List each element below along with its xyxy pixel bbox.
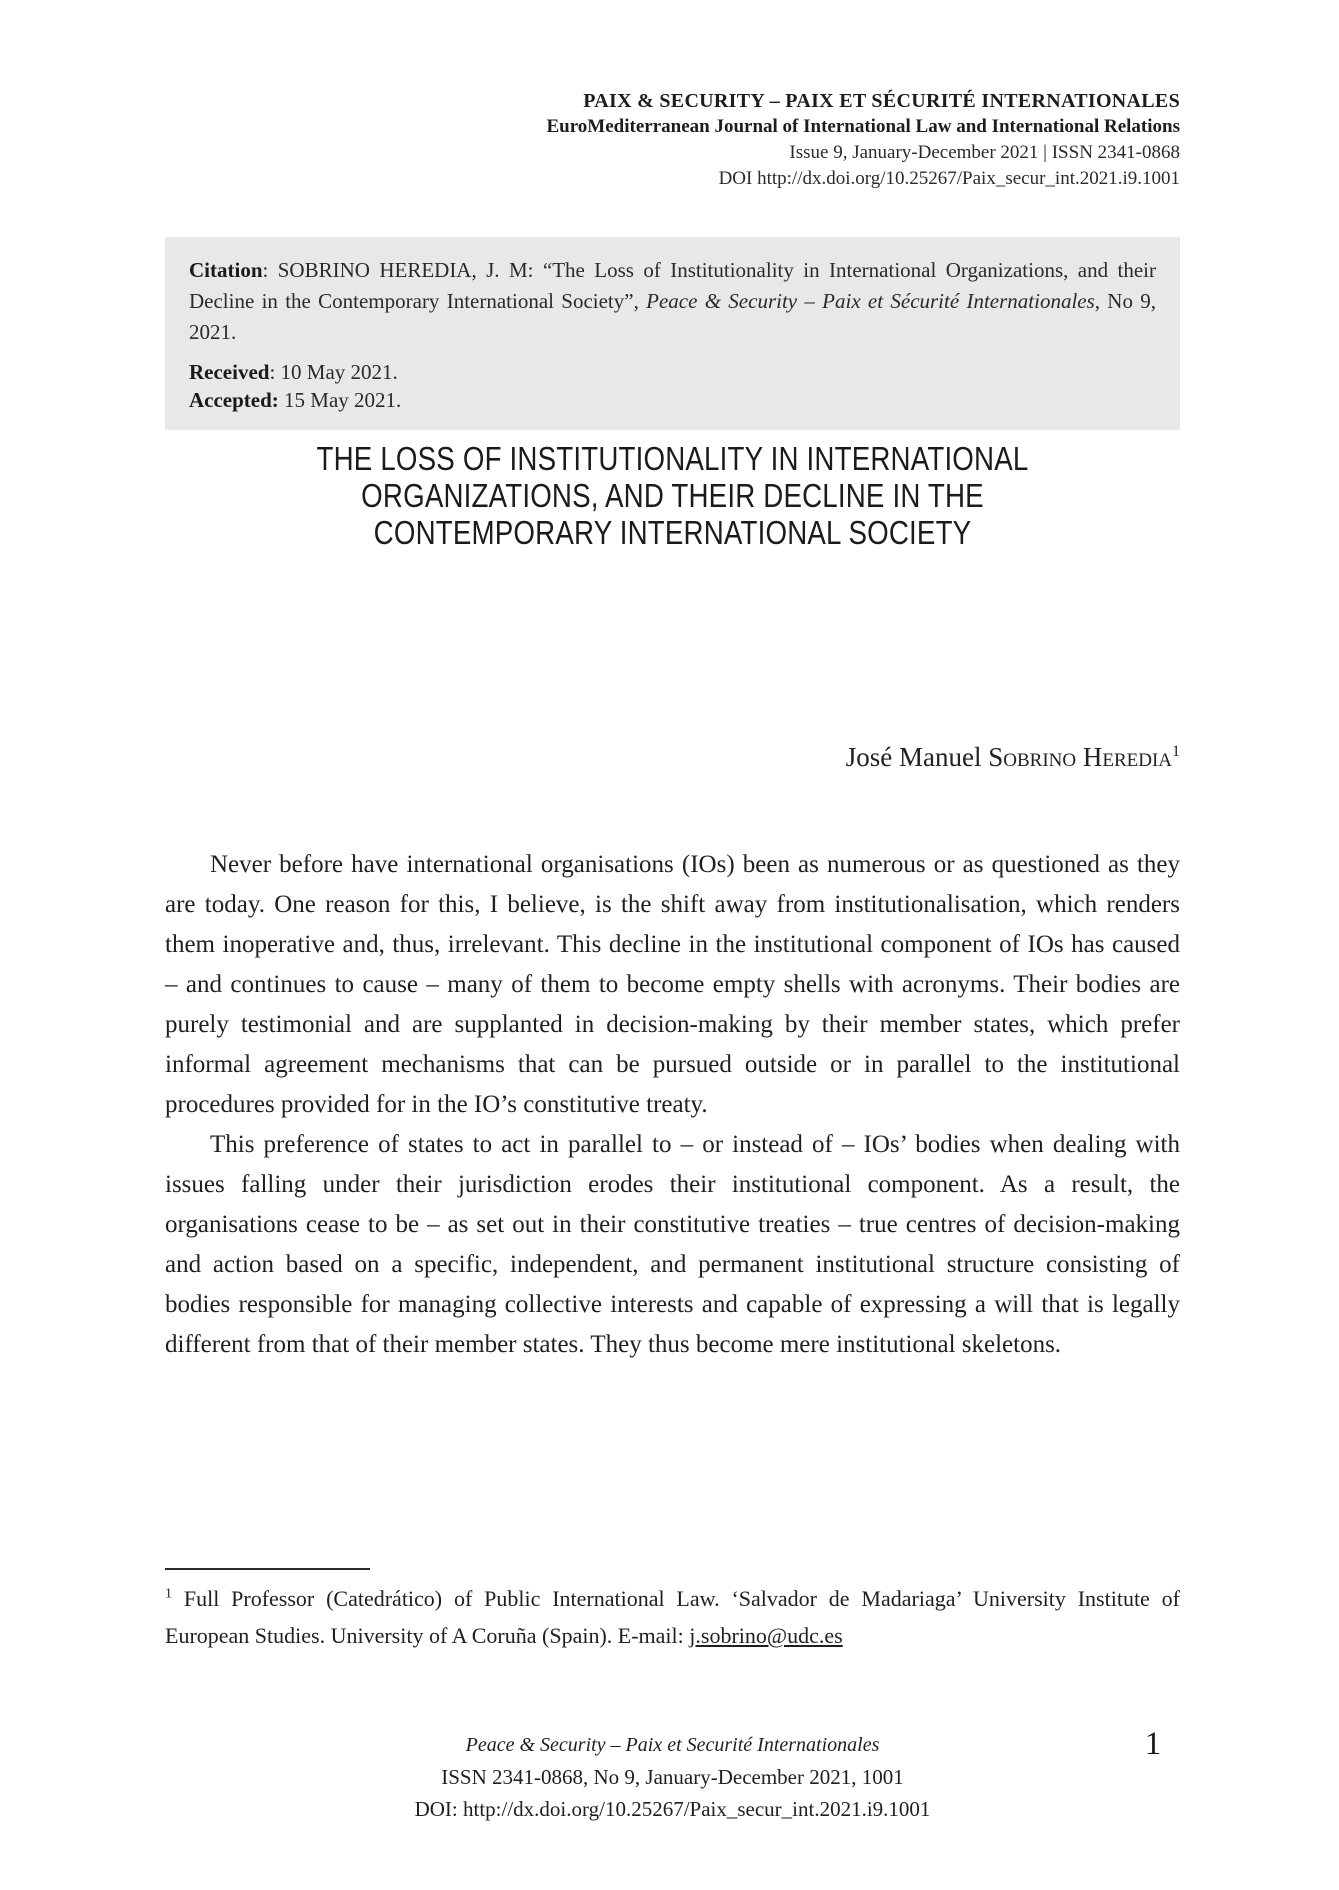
body-paragraph-1: Never before have international organisations (IOs) been as numerous or as questioned as they are today. One reason for this, I believe, is the shift away from institutionalisation, which renders them inoperative and, thus, irrelevant. This decline in the institutional component of IOs has caused – and continues to cause – many of them to become empty shells with acronyms. Their bodies are purely testimonial and are supplanted in decision-making by their member states, which prefer informal agreement mechanisms that can be pursued outside or in parallel to the institutional procedures provided for in the IO’s constitutive treaty. [165, 851, 1180, 1118]
journal-masthead [165, 88, 1180, 192]
footnote-section [165, 1568, 1180, 1654]
accepted-value: 15 May 2021. [278, 388, 402, 412]
doi-line: DOI http://dx.doi.org/10.25267/Paix_secur_int.2021.i9.1001 [718, 168, 1180, 189]
footnote-marker: 1 [165, 1586, 172, 1602]
issue-issn-line: Issue 9, January-December 2021 | ISSN 2341-0868 [789, 142, 1180, 163]
author-family-name: Sobrino Heredia [988, 742, 1172, 772]
page-footer [165, 1730, 1180, 1825]
article-title-line-3: CONTEMPORARY INTERNATIONAL SOCIETY [373, 514, 972, 551]
citation-label: Citation [189, 258, 263, 282]
received-value: : 10 May 2021. [269, 360, 398, 384]
footer-journal-name: Peace & Security – Paix et Securité Internationales [465, 1734, 880, 1756]
author-line [165, 742, 1180, 773]
article-title-line-1: THE LOSS OF INSTITUTIONALITY IN INTERNATIONAL [316, 440, 1029, 477]
footnote-separator [165, 1568, 370, 1570]
footer-issn-line: ISSN 2341-0868, No 9, January-December 2021, 1001 [441, 1765, 904, 1789]
received-line [189, 358, 1156, 386]
citation-box [165, 237, 1180, 430]
journal-subtitle: EuroMediterranean Journal of International Law and International Relations [546, 116, 1180, 137]
accepted-label: Accepted: [189, 388, 279, 412]
citation-line [189, 255, 1156, 348]
author-email-link[interactable]: j.sobrino@udc.es [689, 1623, 843, 1648]
received-label: Received [189, 360, 270, 384]
page-number: 1 [1144, 1726, 1162, 1762]
article-body [165, 845, 1180, 1365]
citation-journal-name: Peace & Security – Paix et Sécurité Internationales [646, 289, 1095, 313]
footnote-body: Full Professor (Catedrático) of Public International Law. ‘Salvador de Madariaga’ University Institute of European Studies. University of A Coruña (Spain). E-mail: [165, 1586, 1180, 1648]
footer-doi-line: DOI: http://dx.doi.org/10.25267/Paix_secur_int.2021.i9.1001 [414, 1797, 931, 1821]
article-title [165, 440, 1180, 551]
accepted-line [189, 386, 1156, 414]
body-paragraph-2: This preference of states to act in parallel to – or instead of – IOs’ bodies when dealing with issues falling under their jurisdiction erodes their institutional component. As a result, the organisations cease to be – as set out in their constitutive treaties – true centres of decision-making and action based on a specific, independent, and permanent institutional structure consisting of bodies responsible for managing collective interests and capable of expressing a will that is legally different from that of their member states. They thus become mere institutional skeletons. [165, 1131, 1180, 1358]
footnote-text [165, 1580, 1180, 1654]
author-given-name: José Manuel [845, 742, 989, 772]
journal-title: PAIX & SECURITY – PAIX ET SÉCURITÉ INTERNATIONALES [583, 90, 1180, 112]
citation-text: : SOBRINO HEREDIA, J. M: “The Loss of Institutionality in International Organizations, and their Decline in the Contemporary International Society”, [189, 258, 1156, 313]
article-title-line-2: ORGANIZATIONS, AND THEIR DECLINE IN THE [361, 477, 984, 514]
citation-text-end: , No 9, 2021. [189, 289, 1157, 344]
author-footnote-ref: 1 [1172, 743, 1180, 760]
